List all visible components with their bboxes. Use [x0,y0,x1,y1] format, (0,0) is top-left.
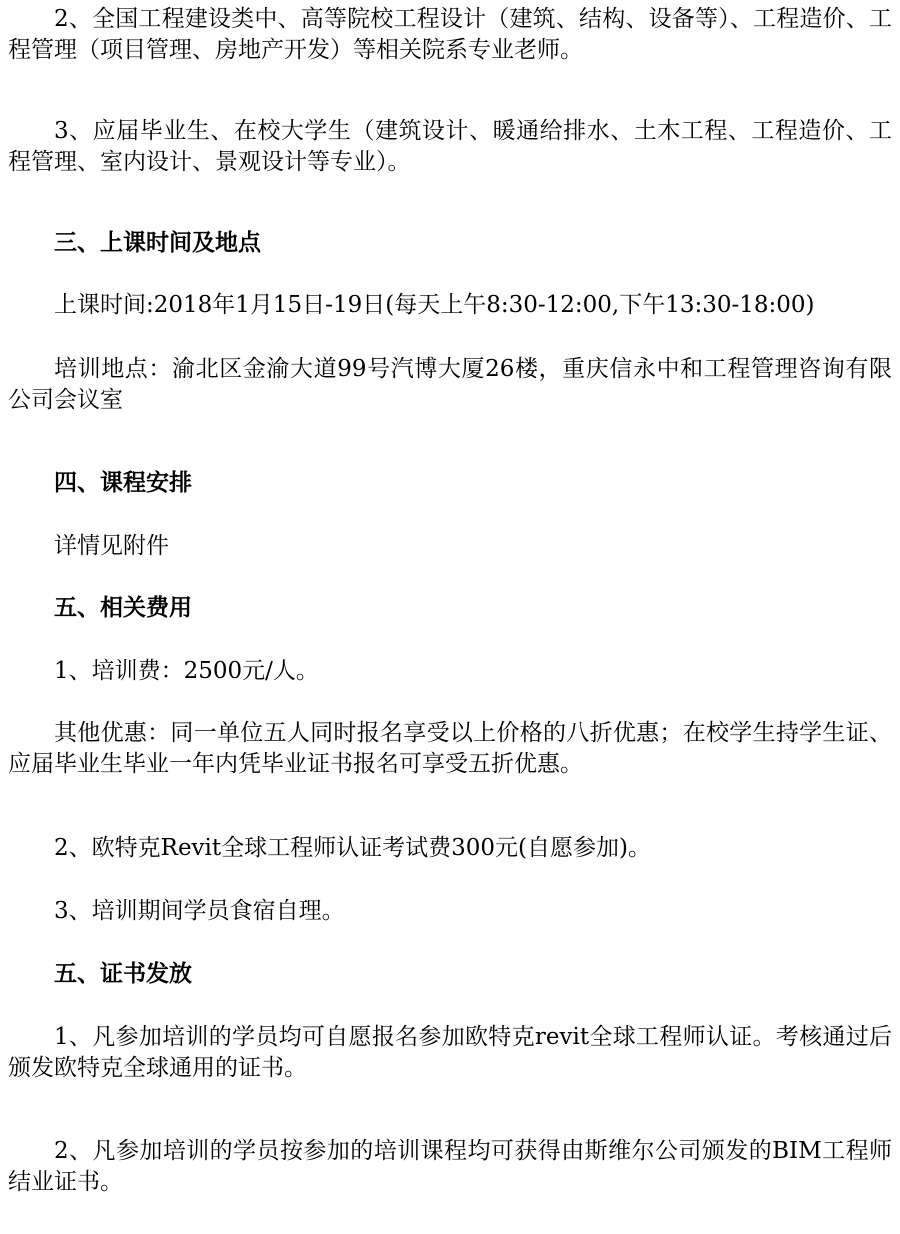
paragraph-exam-fee: 2、欧特克Revit全球工程师认证考试费300元(自愿参加)。 [54,835,652,861]
paragraph-see-attachment: 详情见附件 [54,533,169,559]
paragraph-accommodation: 3、培训期间学员食宿自理。 [54,898,345,924]
paragraph-autodesk-certification: 1、凡参加培训的学员均可自愿报名参加欧特克revit全球工程师认证。考核通过后颁发欧特克全球通用的证书。 [8,1024,892,1081]
document-page [8,0,892,1234]
paragraph-target-students: 3、应届毕业生、在校大学生（建筑设计、暖通给排水、土木工程、工程造价、工程管理、室内设计、景观设计等专业）。 [8,118,892,175]
paragraph-class-time: 上课时间:2018年1月15日-19日(每天上午8:30-12:00,下午13:30-18:00) [54,292,815,318]
section-heading-certificates: 五、证书发放 [54,961,192,987]
section-heading-time-location: 三、上课时间及地点 [54,230,261,256]
paragraph-target-teachers: 2、全国工程建设类中、高等院校工程设计（建筑、结构、设备等）、工程造价、工程管理（项目管理、房地产开发）等相关院系专业老师。 [8,6,892,63]
paragraph-discounts: 其他优惠：同一单位五人同时报名享受以上价格的八折优惠；在校学生持学生证、应届毕业生毕业一年内凭毕业证书报名可享受五折优惠。 [8,720,892,777]
paragraph-training-location: 培训地点：渝北区金渝大道99号汽博大厦26楼，重庆信永中和工程管理咨询有限公司会议室 [8,356,892,413]
section-heading-course-schedule: 四、课程安排 [54,470,192,496]
paragraph-training-fee: 1、培训费：2500元/人。 [54,658,319,684]
section-heading-fees: 五、相关费用 [54,595,192,621]
paragraph-bim-certificate: 2、凡参加培训的学员按参加的培训课程均可获得由斯维尔公司颁发的BIM工程师结业证书。 [8,1138,892,1195]
